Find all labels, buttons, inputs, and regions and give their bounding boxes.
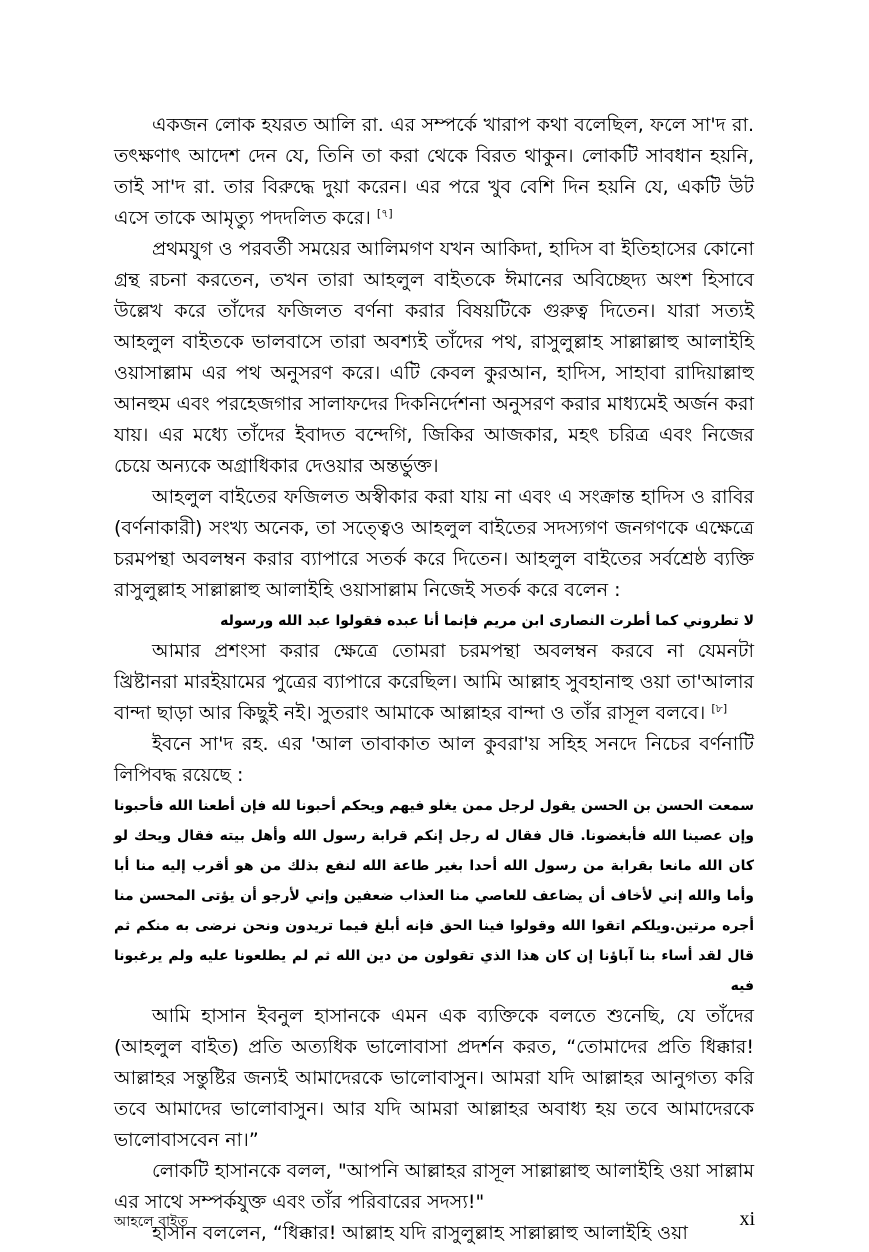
paragraph bbox=[114, 636, 754, 729]
paragraph: প্রথমযুগ ও পরবর্তী সময়ের আলিমগণ যখন আকিদা, হাদিস বা ইতিহাসের কোনো গ্রন্থ রচনা করতেন, তখন তারা আহলুল বাইতকে ঈমানের অবিচ্ছেদ্য অংশ হিসাবে উল্লেখ করে তাঁদের ফজিলত বর্ণনা করার বিষয়টিকে গুরুত্ব দিতেন। যারা সত্যই আহলুল বাইতকে ভালবাসে তারা অবশ্যই তাঁদের পথ, রাসুলুল্লাহ সাল্লাল্লাহু আলাইহি ওয়াসাল্লাম এর পথ অনুসরণ করে। এটি কেবল কুরআন, হাদিস, সাহাবা রাদিয়াল্লাহু আনহুম এবং পরহেজগার সালাফদের দিকনির্দেশনা অনুসরণ করার মাধ্যমেই অর্জন করা যায়। এর মধ্যে তাঁদের ইবাদত বন্দেগি, জিকির আজকার, মহৎ চরিত্র এবং নিজের চেয়ে অন্যকে অগ্রাধিকার দেওয়ার অন্তর্ভুক্ত। bbox=[114, 238, 754, 477]
paragraph: ইবনে সা'দ রহ. এর 'আল তাবাকাত আল কুবরা'য় সহিহ সনদে নিচের বর্ণনাটি লিপিবদ্ধ রয়েছে : bbox=[114, 733, 754, 786]
page-footer bbox=[114, 1210, 755, 1238]
paragraph bbox=[114, 110, 754, 234]
arabic-hadith: لا تطروني كما أطرت النصارى ابن مريم فإنما أنا عبده فقولوا عبد الله ورسوله bbox=[220, 613, 754, 629]
page-number: xi bbox=[739, 1208, 755, 1230]
paragraph-text: আমার প্রশংসা করার ক্ষেত্রে তোমরা চরমপন্থা অবলম্বন করবে না যেমনটা খ্রিষ্টানরা মারইয়ামের পুত্রের ব্যাপারে করেছিল। আমি আল্লাহ সুবহানাহু ওয়া তা'আলার বান্দা ছাড়া আর কিছুই নই। সুতরাং আমাকে আল্লাহর বান্দা ও তাঁর রাসূল বলবে। bbox=[114, 640, 754, 724]
paragraph: লোকটি হাসানকে বলল, "আপনি আল্লাহর রাসূল সাল্লাল্লাহু আলাইহি ওয়া সাল্লাম এর সাথে সম্পর্কযুক্ত এবং তাঁর পরিবারের সদস্য!" bbox=[114, 1160, 754, 1213]
paragraph: হাসান বললেন, “ধিক্কার! আল্লাহ যদি রাসুলুল্লাহ সাল্লাল্লাহু আলাইহি ওয়া bbox=[152, 1222, 688, 1244]
running-title: আহলে বাইত bbox=[114, 1214, 188, 1230]
page-body bbox=[114, 110, 754, 1249]
footnote-marker: [৭] bbox=[376, 207, 393, 220]
paragraph: আমি হাসান ইবনুল হাসানকে এমন এক ব্যক্তিকে বলতে শুনেছি, যে তাঁদের (আহলুল বাইত) প্রতি অত্যধিক ভালোবাসা প্রদর্শন করত, “তোমাদের প্রতি ধিক্কার! আল্লাহর সন্তুষ্টির জন্যই আমাদেরকে ভালোবাসুন। আমরা যদি আল্লাহর আনুগত্য করি তবে আমাদের ভালোবাসুন। আর যদি আমরা আল্লাহর অবাধ্য হয় তবে আমাদেরকে ভালোবাসবেন না।” bbox=[114, 1005, 754, 1151]
paragraph: আহলুল বাইতের ফজিলত অস্বীকার করা যায় না এবং এ সংক্রান্ত হাদিস ও রাবির (বর্ণনাকারী) সংখ্য অনেক, তা সত্ত্বেও আহলুল বাইতের সদস্যগণ জনগণকে এক্ষেত্রে চরমপন্থা অবলম্বন করার ব্যাপারে সতর্ক করে দিতেন। আহলুল বাইতের সর্বশ্রেষ্ঠ ব্যক্তি রাসুলুল্লাহ সাল্লাল্লাহু আলাইহি ওয়াসাল্লাম নিজেই সতর্ক করে বলেন : bbox=[114, 486, 754, 601]
paragraph-text: একজন লোক হযরত আলি রা. এর সম্পর্কে খারাপ কথা বলেছিল, ফলে সা'দ রা. তৎক্ষণাৎ আদেশ দেন যে, তিনি তা করা থেকে বিরত থাকুন। লোকটি সাবধান হয়নি, তাই সা'দ রা. তার বিরুদ্ধে দুয়া করেন। এর পরে খুব বেশি দিন হয়নি যে, একটি উট এসে তাকে আমৃত্যু পদদলিত করে। bbox=[114, 114, 754, 229]
footnote-marker: [৮] bbox=[711, 702, 728, 715]
arabic-narration: سمعت الحسن بن الحسن يقول لرجل ممن يغلو فيهم ويحكم أحبونا لله فإن أطعنا الله فأحبونا وإن عصينا الله فأبغضونا. قال فقال له رجل إنكم قرابة رسول الله وأهل بيته فقال ويحك لو كان الله مانعا بقرابة من رسول الله أحدا بغير طاعة الله لنفع بذلك من هو أقرب إليه منا أبا وأما والله إني لأخاف أن يضاعف للعاصي منا العذاب ضعفين وإني لأرجو أن يؤتى المحسن منا أجره مرتين.ويلكم اتقوا الله وقولوا فينا الحق فإنه أبلغ فيما تريدون ونحن نرضى به منكم ثم قال لقد أساء بنا آباؤنا إن كان هذا الذي تقولون من دين الله ثم لم يطلعونا عليه ولم يرغبونا فيه bbox=[114, 798, 754, 994]
